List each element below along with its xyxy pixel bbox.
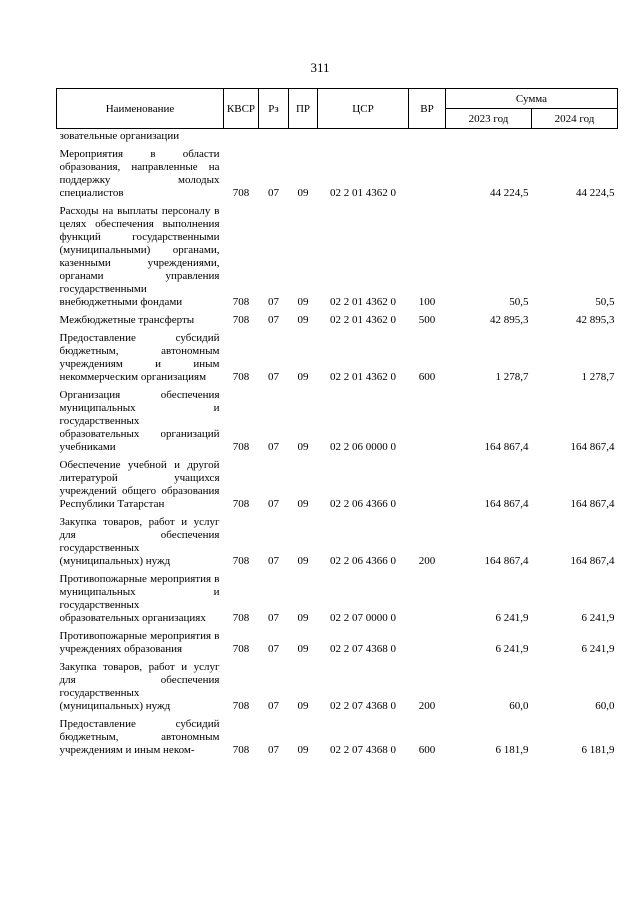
row-pr: 09 [297, 498, 309, 510]
row-kvsr: 708 [232, 555, 250, 567]
row-kvsr: 708 [232, 314, 250, 326]
row-kvsr [224, 129, 259, 144]
row-vr: 600 [418, 744, 436, 756]
row-rz: 07 [268, 498, 279, 510]
table-row [57, 568, 618, 625]
row-pr: 09 [297, 187, 309, 199]
table-row [57, 143, 618, 200]
row-csr [318, 129, 409, 144]
row-vr: 200 [418, 555, 436, 567]
header-rz: Рз [259, 89, 289, 129]
row-sum-2024: 60,0 [595, 700, 615, 712]
page-number: 311 [310, 60, 330, 75]
row-vr [409, 625, 446, 656]
row-name: Закупка товаров, работ и услуг для обеспечения государственных (муниципальных) нужд [59, 661, 220, 712]
row-pr: 09 [297, 314, 309, 326]
row-sum-2023: 164 867,4 [484, 498, 529, 510]
row-name: Организация обеспечения муниципальных и государственных образовательных организаций учебниками [59, 389, 220, 453]
row-csr: 02 2 07 0000 0 [330, 612, 396, 624]
table-row [57, 656, 618, 713]
row-sum-2024: 6 241,9 [581, 612, 615, 624]
budget-table [56, 88, 618, 757]
row-sum-2024: 164 867,4 [570, 498, 615, 510]
row-name: Расходы на выплаты персоналу в целях обеспечения выполнения функций государственными (муниципальными) органами, казенными учреждениями, органами управления государственными внебюджетными фондами [59, 205, 220, 308]
row-name: Закупка товаров, работ и услуг для обеспечения государственных (муниципальных) нужд [59, 516, 220, 567]
row-csr: 02 2 06 0000 0 [330, 441, 396, 453]
row-name: Предоставление субсидий бюджетным, автономным учреждениям и иным некоммерческим организациям [59, 332, 220, 383]
row-rz: 07 [268, 187, 279, 199]
row-rz: 07 [268, 555, 279, 567]
row-rz: 07 [268, 371, 279, 383]
row-vr [409, 568, 446, 625]
row-sum-2024 [532, 129, 618, 144]
header-2024: 2024 год [532, 109, 618, 129]
row-sum-2024: 42 895,3 [576, 314, 615, 326]
row-rz: 07 [268, 643, 279, 655]
row-sum-2023: 60,0 [509, 700, 529, 712]
row-vr: 600 [418, 371, 436, 383]
row-sum-2024: 1 278,7 [581, 371, 615, 383]
table-row [57, 384, 618, 454]
row-csr: 02 2 01 4362 0 [330, 296, 396, 308]
row-csr: 02 2 06 4366 0 [330, 498, 396, 510]
table-row [57, 511, 618, 568]
row-pr: 09 [297, 744, 309, 756]
row-vr: 100 [418, 296, 436, 308]
row-rz [259, 129, 289, 144]
table-header [57, 89, 618, 129]
row-pr: 09 [297, 441, 309, 453]
row-csr: 02 2 07 4368 0 [330, 744, 396, 756]
row-sum-2023: 1 278,7 [495, 371, 529, 383]
row-pr: 09 [297, 700, 309, 712]
row-vr: 200 [418, 700, 436, 712]
row-rz: 07 [268, 744, 279, 756]
header-sum: Сумма [446, 89, 618, 109]
row-rz: 07 [268, 296, 279, 308]
row-name: Противопожарные мероприятия в учреждениях образования [59, 630, 220, 655]
table-row [57, 327, 618, 384]
row-sum-2023 [446, 129, 532, 144]
row-pr [289, 129, 318, 144]
row-rz: 07 [268, 441, 279, 453]
row-csr: 02 2 01 4362 0 [330, 314, 396, 326]
row-kvsr: 708 [232, 371, 250, 383]
row-name: Межбюджетные трансферты [59, 314, 195, 326]
row-csr: 02 2 07 4368 0 [330, 643, 396, 655]
row-kvsr: 708 [232, 700, 250, 712]
row-pr: 09 [297, 612, 309, 624]
row-sum-2023: 42 895,3 [490, 314, 529, 326]
row-sum-2024: 6 241,9 [581, 643, 615, 655]
row-vr [409, 143, 446, 200]
row-sum-2024: 6 181,9 [581, 744, 615, 756]
row-csr: 02 2 01 4362 0 [330, 371, 396, 383]
table-row [57, 625, 618, 656]
row-kvsr: 708 [232, 441, 250, 453]
header-csr: ЦСР [318, 89, 409, 129]
header-2023: 2023 год [446, 109, 532, 129]
row-sum-2023: 164 867,4 [484, 555, 529, 567]
row-sum-2023: 164 867,4 [484, 441, 529, 453]
row-kvsr: 708 [232, 498, 250, 510]
row-name: зовательные организации [59, 130, 180, 142]
row-vr [409, 129, 446, 144]
table-row [57, 713, 618, 757]
row-rz: 07 [268, 612, 279, 624]
row-kvsr: 708 [232, 643, 250, 655]
header-pr: ПР [289, 89, 318, 129]
row-sum-2024: 44 224,5 [576, 187, 615, 199]
row-csr: 02 2 06 4366 0 [330, 555, 396, 567]
row-rz: 07 [268, 700, 279, 712]
row-name: Противопожарные мероприятия в муниципальных и государственных образовательных организациях [59, 573, 220, 624]
row-pr: 09 [297, 296, 309, 308]
row-sum-2023: 50,5 [509, 296, 529, 308]
header-name: Наименование [57, 89, 224, 129]
row-vr: 500 [418, 314, 436, 326]
row-kvsr: 708 [232, 744, 250, 756]
row-vr [409, 454, 446, 511]
row-csr: 02 2 01 4362 0 [330, 187, 396, 199]
table-body [57, 129, 618, 758]
row-sum-2023: 6 181,9 [495, 744, 529, 756]
row-sum-2023: 44 224,5 [490, 187, 529, 199]
table-row [57, 309, 618, 327]
row-sum-2023: 6 241,9 [495, 643, 529, 655]
row-name: Предоставление субсидий бюджетным, автономным учреждениям и иным неком- [59, 718, 220, 756]
row-pr: 09 [297, 555, 309, 567]
row-name: Мероприятия в области образования, направленные на поддержку молодых специалистов [59, 148, 220, 199]
row-kvsr: 708 [232, 296, 250, 308]
header-kvsr: КВСР [224, 89, 259, 129]
row-pr: 09 [297, 643, 309, 655]
table-row [57, 129, 618, 144]
table-row [57, 454, 618, 511]
row-sum-2023: 6 241,9 [495, 612, 529, 624]
row-sum-2024: 164 867,4 [570, 555, 615, 567]
row-vr [409, 384, 446, 454]
row-kvsr: 708 [232, 612, 250, 624]
row-sum-2024: 164 867,4 [570, 441, 615, 453]
table-row [57, 200, 618, 309]
row-kvsr: 708 [232, 187, 250, 199]
row-sum-2024: 50,5 [595, 296, 615, 308]
row-pr: 09 [297, 371, 309, 383]
row-name: Обеспечение учебной и другой литературой учащихся учреждений общего образования Республики Татарстан [59, 459, 220, 510]
row-csr: 02 2 07 4368 0 [330, 700, 396, 712]
header-vr: ВР [409, 89, 446, 129]
row-rz: 07 [268, 314, 279, 326]
